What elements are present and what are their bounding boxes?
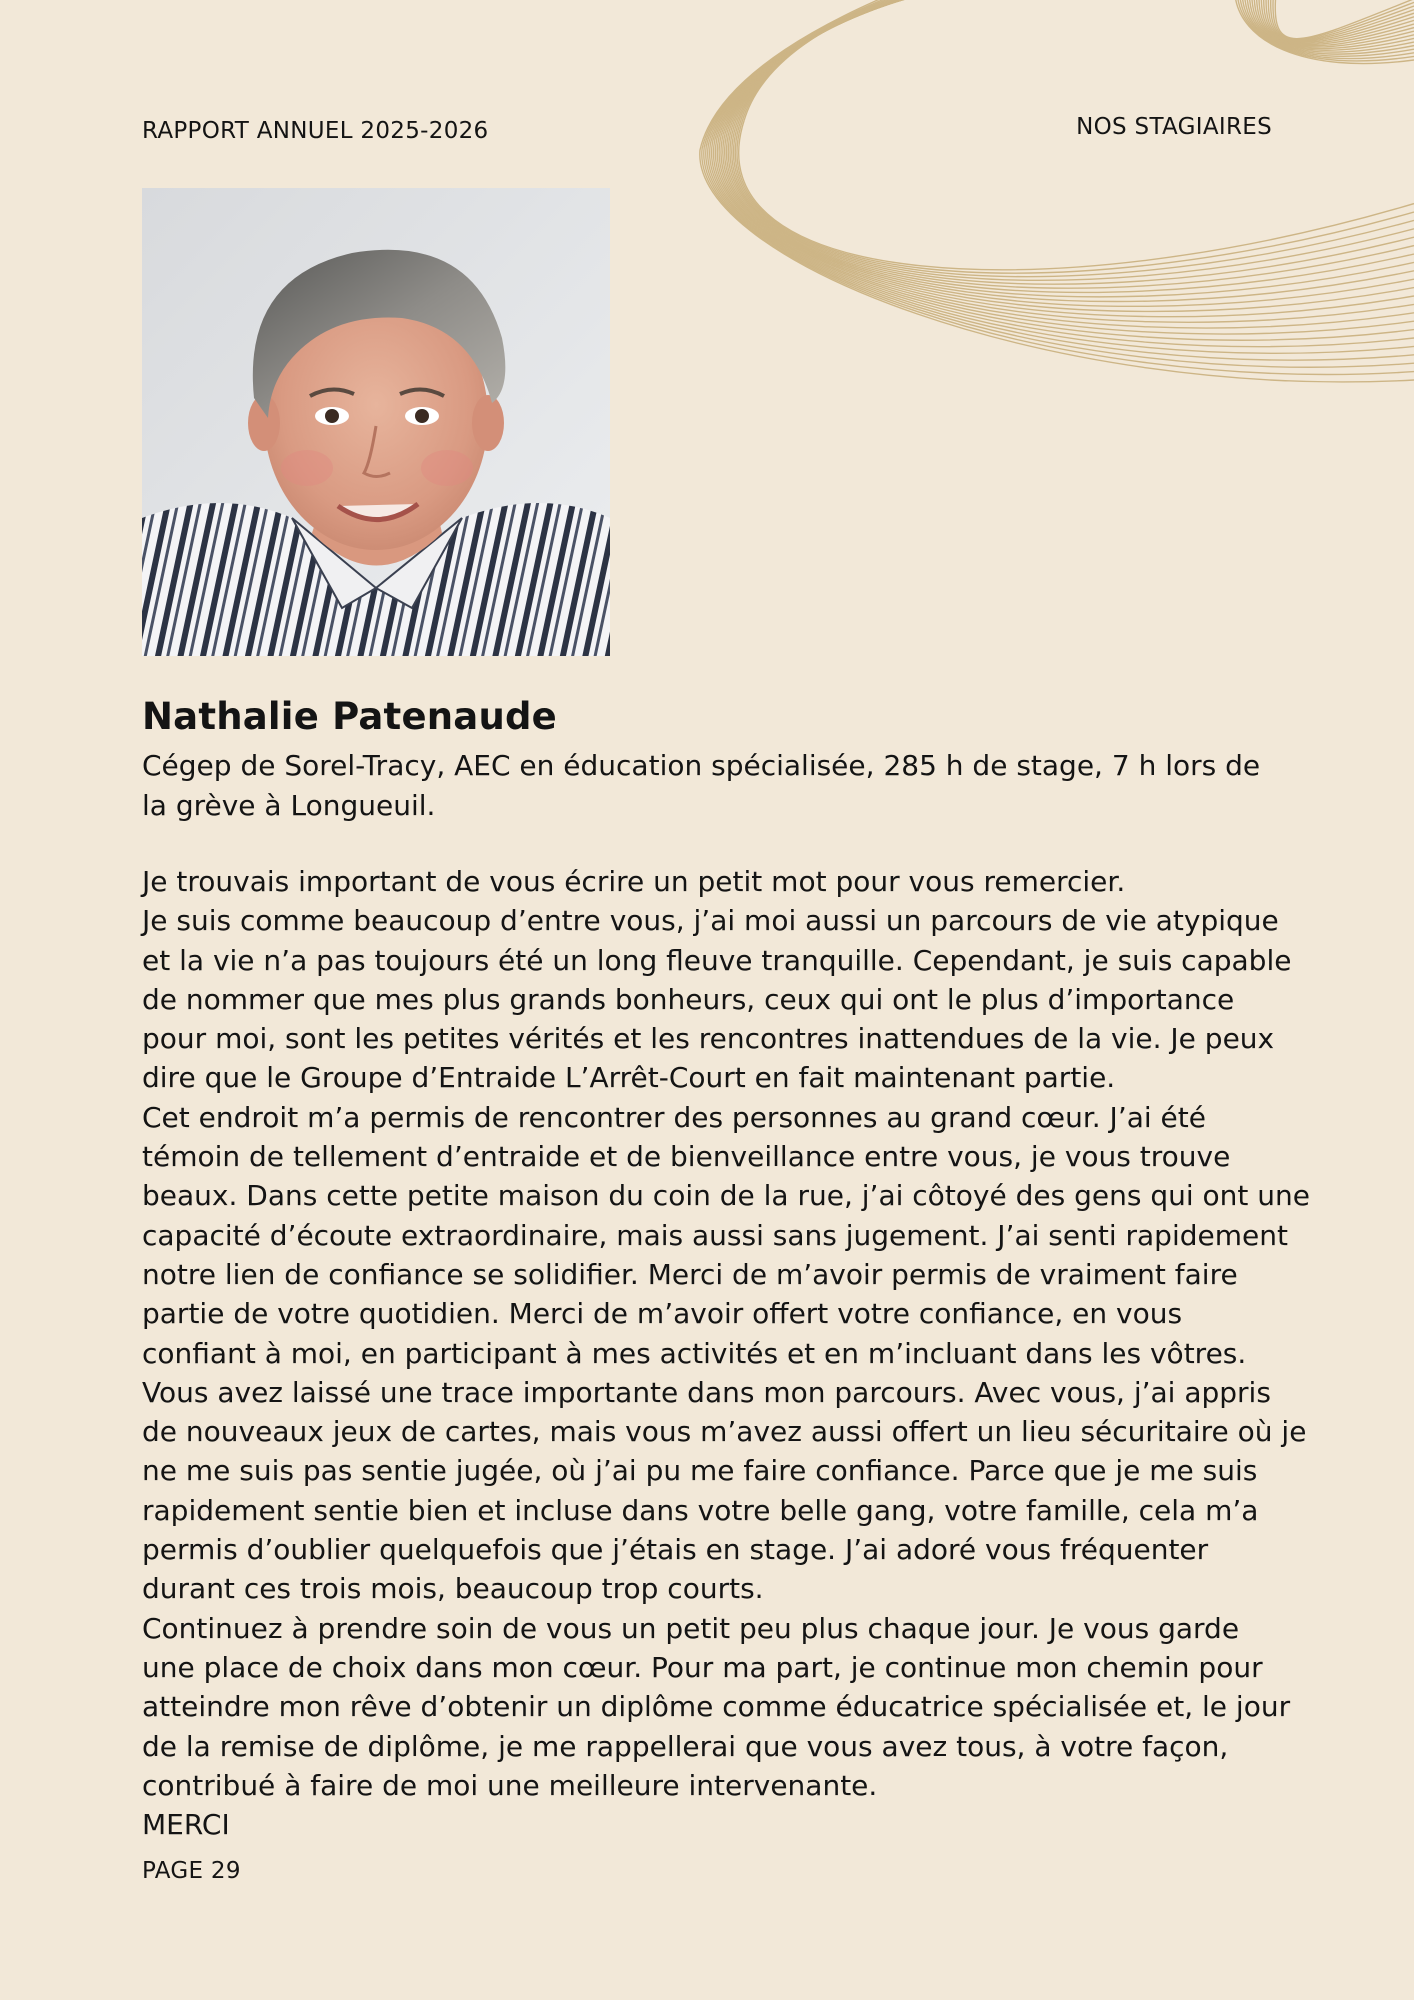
- affiliation-text: Cégep de Sorel-Tracy, AEC en éducation spécialisée, 285 h de stage, 7 h lors de la grève à Longueuil.: [142, 749, 1261, 822]
- letter-line: atteindre mon rêve d’obtenir un diplôme comme éducatrice spécialisée et, le jour: [142, 1690, 1291, 1724]
- letter-line: de nommer que mes plus grands bonheurs, ceux qui ont le plus d’importance: [142, 982, 1235, 1016]
- page-number: PAGE 29: [142, 1858, 241, 1884]
- letter-line: et la vie n’a pas toujours été un long fleuve tranquille. Cependant, je suis capable: [142, 943, 1292, 977]
- letter-closing: MERCI: [142, 1808, 230, 1842]
- letter-line: de nouveaux jeux de cartes, mais vous m’avez aussi offert un lieu sécuritaire où je: [142, 1415, 1307, 1449]
- report-title: RAPPORT ANNUEL 2025-2026: [142, 118, 489, 144]
- section-title: NOS STAGIAIRES: [1076, 114, 1272, 140]
- letter-line: de la remise de diplôme, je me rappellerai que vous avez tous, à votre façon,: [142, 1729, 1229, 1763]
- letter-line: Continuez à prendre soin de vous un petit peu plus chaque jour. Je vous garde: [142, 1611, 1240, 1645]
- letter-line: confiant à moi, en participant à mes activités et en m’incluant dans les vôtres.: [142, 1336, 1247, 1370]
- letter-body: [142, 862, 1311, 1844]
- letter-line: durant ces trois mois, beaucoup trop courts.: [142, 1572, 764, 1606]
- letter-line: Cet endroit m’a permis de rencontrer des personnes au grand cœur. J’ai été: [142, 1100, 1206, 1134]
- letter-line: capacité d’écoute extraordinaire, mais aussi sans jugement. J’ai senti rapidement: [142, 1218, 1288, 1252]
- letter-line: témoin de tellement d’entraide et de bienveillance entre vous, je vous trouve: [142, 1140, 1231, 1174]
- letter-line: dire que le Groupe d’Entraide L’Arrêt-Court en fait maintenant partie.: [142, 1061, 1116, 1095]
- letter-line: Vous avez laissé une trace importante dans mon parcours. Avec vous, j’ai appris: [142, 1375, 1271, 1409]
- letter-line: pour moi, sont les petites vérités et les rencontres inattendues de la vie. Je peux: [142, 1022, 1275, 1056]
- letter-line: partie de votre quotidien. Merci de m’avoir offert votre confiance, en vous: [142, 1297, 1183, 1331]
- letter-line: rapidement sentie bien et incluse dans votre belle gang, votre famille, cela m’a: [142, 1493, 1259, 1527]
- letter-line: contribué à faire de moi une meilleure intervenante.: [142, 1768, 878, 1802]
- letter-line: notre lien de confiance se solidifier. Merci de m’avoir permis de vraiment faire: [142, 1257, 1238, 1291]
- letter-line: beaux. Dans cette petite maison du coin de la rue, j’ai côtoyé des gens qui ont une: [142, 1179, 1311, 1213]
- person-name: Nathalie Patenaude: [142, 695, 557, 738]
- letter-line: une place de choix dans mon cœur. Pour ma part, je continue mon chemin pour: [142, 1650, 1263, 1684]
- letter-line: Je suis comme beaucoup d’entre vous, j’ai moi aussi un parcours de vie atypique: [142, 904, 1279, 938]
- letter-line: ne me suis pas sentie jugée, où j’ai pu me faire confiance. Parce que je me suis: [142, 1454, 1258, 1488]
- profile-photo: [142, 188, 610, 656]
- decorative-line: [1266, 0, 1414, 41]
- letter-line: Je trouvais important de vous écrire un petit mot pour vous remercier.: [142, 865, 1126, 898]
- letter-line: permis d’oublier quelquefois que j’étais en stage. J’ai adoré vous fréquenter: [142, 1533, 1209, 1567]
